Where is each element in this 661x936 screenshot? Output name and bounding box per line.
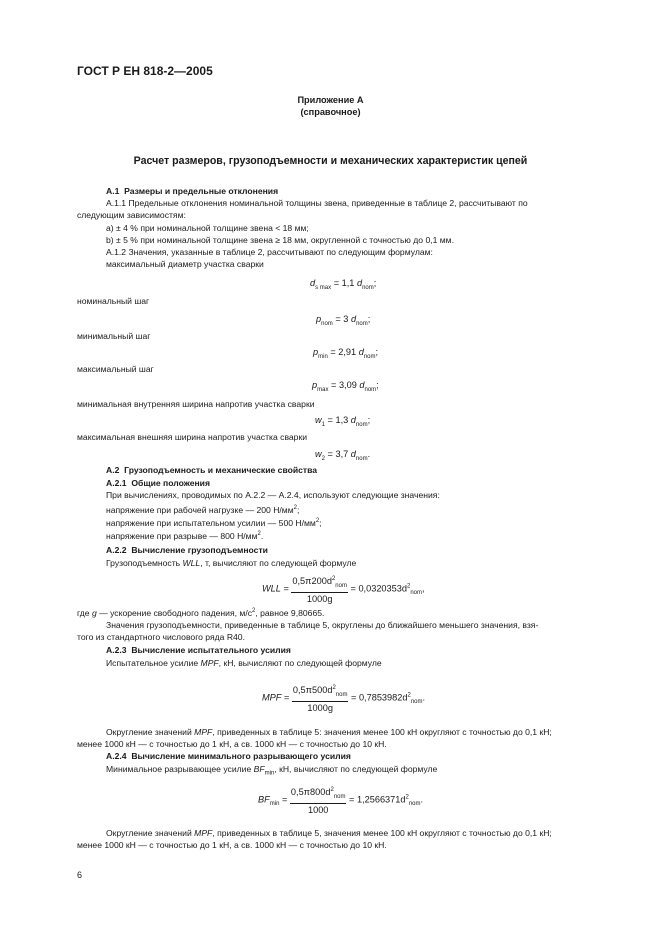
fraction: $\frac{0,5\pi 800d^2_{nom}}{1000}$	[290, 784, 347, 816]
paragraph-wll-rounding-line1: Значения грузоподъемности, приведенные в таблице 5, округлены до ближайшего меньшего значения, взя-	[106, 620, 539, 630]
paragraph-a12: А.1.2 Значения, указанные в таблице 2, рассчитывают по следующим формулам:	[106, 247, 433, 257]
formula-wll: WLL = $\frac{0,5\pi 200d^2_{nom}}{1000g}$ = $0,0320353d^2_{nom}$,	[262, 573, 425, 605]
section-number: А.2.3	[106, 645, 127, 655]
formula-p-nom: $p_{nom} = 3$ $d_{nom}$;	[316, 314, 371, 327]
section-title: Вычисление испытательного усилия	[131, 645, 291, 655]
appendix-note: (справочное)	[300, 107, 361, 117]
stress-breaking: напряжение при разрыве — 800 $Н/мм^2$.	[106, 530, 264, 541]
label-min-pitch: минимальный шаг	[77, 331, 151, 341]
paragraph-bf-rounding-line1: Округление значений MPF, приведенных в таблице 5, значения менее 100 кН округляют с точностью до 0,1 кН;	[106, 828, 552, 838]
main-title: Расчет размеров, грузоподъемности и механических характеристик цепей	[133, 155, 528, 167]
paragraph-mpf-rounding-line1: Округление значений MPF, приведенных в таблице 5: значения менее 100 кН округляют с точностью до 0,1 кН;	[106, 727, 552, 737]
section-number: А.2.2	[106, 545, 127, 555]
section-a2-heading	[106, 465, 317, 476]
label-max-weld-diameter: максимальный диаметр участка сварки	[106, 259, 264, 269]
section-title: Грузоподъемность и механические свойства	[124, 465, 318, 475]
label-nominal-pitch: номинальный шаг	[77, 296, 150, 306]
section-number: А.2.4	[106, 751, 127, 761]
formula-w2: $w_2 = 3,7$ $d_{nom}$.	[315, 449, 371, 462]
formula-ds-max: $d_{s max} = 1,1$ $d_{nom}$;	[310, 278, 377, 291]
document-header: ГОСТ Р ЕН 818-2—2005	[77, 64, 213, 78]
formula-bf-min: $BF_{min}$ = $\frac{0,5\pi 800d^2_{nom}}{1000}$ = $1,2566371d^2_{nom}$.	[258, 784, 423, 816]
paragraph-bf-rounding-line2: менее 1000 кН — с точностью до 1 кН, а св. 1000 кН — с точностью до 10 кН.	[77, 840, 387, 850]
label-min-inner-width: минимальная внутренняя ширина напротив участка сварки	[77, 399, 315, 409]
paragraph-mpf-rounding-line2: менее 1000 кН — с точностью до 1 кН, а св. 1000 кН — с точностью до 10 кН.	[77, 739, 387, 749]
section-number: А.2	[106, 465, 120, 475]
section-number: А.1	[106, 186, 120, 196]
section-title: Общие положения	[131, 478, 210, 488]
formula-p-min: $p_{min} = 2,91$ $d_{nom}$;	[313, 347, 379, 360]
list-item-a: а) ± 4 % при номинальной толщине звена < 18 мм;	[106, 223, 309, 233]
page-number: 6	[77, 870, 83, 880]
paragraph-g-definition: где g — ускорение свободного падения, $м/с^2$, равное 9,80665.	[77, 607, 325, 618]
list-item-b: b) ± 5 % при номинальной толщине звена ≥ 18 мм, округленной с точностью до 0,1 мм.	[106, 235, 454, 245]
paragraph-a22: Грузоподъемность WLL, т, вычисляют по следующей формуле	[106, 558, 357, 568]
formula-w1: $w_1 = 1,3$ $d_{nom}$;	[315, 415, 371, 428]
label-max-pitch: максимальный шаг	[77, 364, 154, 374]
stress-working-load: напряжение при рабочей нагрузке — 200 $Н/мм^2$;	[106, 504, 300, 515]
section-title: Размеры и предельные отклонения	[124, 186, 279, 196]
section-title: Вычисление грузоподъемности	[131, 545, 268, 555]
section-a1-heading	[106, 186, 278, 197]
section-a21-heading	[106, 478, 210, 489]
section-a22-heading	[106, 545, 268, 556]
section-a23-heading	[106, 645, 291, 656]
stress-test-force: напряжение при испытательном усилии — 500 $Н/мм^2$;	[106, 517, 322, 528]
paragraph-a23: Испытательное усилие MPF, кН, вычисляют по следующей формуле	[106, 658, 382, 668]
label-max-outer-width: максимальная внешняя ширина напротив участка сварки	[77, 432, 308, 442]
paragraph-wll-rounding-line2: того из стандартного числового ряда R40.	[77, 632, 245, 642]
paragraph-a11-line2: следующим зависимостям:	[77, 210, 186, 220]
paragraph-a21: При вычислениях, проводимых по А.2.2 — А.2.4, используют следующие значения:	[106, 490, 440, 500]
formula-p-max: $p_{max} = 3,09$ $d_{nom}$;	[312, 380, 379, 393]
paragraph-a11-line1: А.1.1 Предельные отклонения номинальной толщины звена, приведенные в таблице 2, рассчитывают по	[106, 198, 528, 208]
paragraph-a24: Минимальное разрывающее усилие $BF_{min}$, кН, вычисляют по следующей формуле	[106, 764, 438, 777]
fraction: $\frac{0,5\pi 500d^2_{nom}}{1000g}$	[292, 682, 349, 714]
section-a24-heading	[106, 751, 351, 762]
fraction: $\frac{0,5\pi 200d^2_{nom}}{1000g}$	[291, 573, 348, 605]
appendix-title: Приложение А	[297, 95, 364, 105]
formula-mpf: MPF = $\frac{0,5\pi 500d^2_{nom}}{1000g}$ = $0,7853982d^2_{nom}$.	[262, 682, 425, 714]
section-title: Вычисление минимального разрывающего усилия	[131, 751, 351, 761]
section-number: А.2.1	[106, 478, 127, 488]
